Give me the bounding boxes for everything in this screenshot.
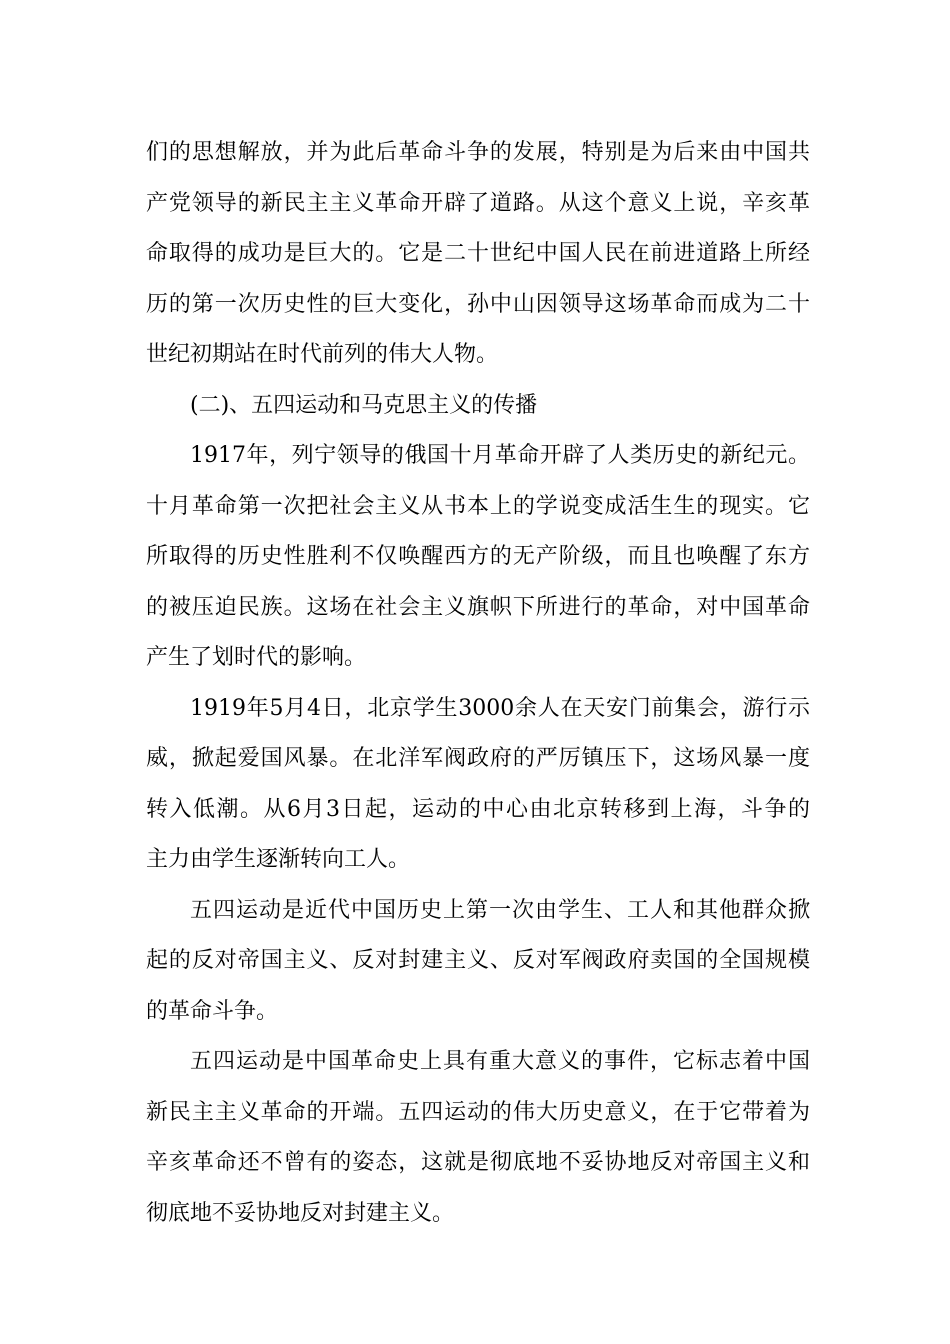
document-body (146, 128, 810, 1239)
paragraph (146, 684, 810, 886)
text-line: 主力由学生逐渐转向工人。 (146, 847, 411, 872)
text-line: 世纪初期站在时代前列的伟大人物。 (146, 342, 499, 367)
paragraph (146, 886, 810, 1038)
text-line: 五四运动是近代中国历史上第一次由学生、工人和其他群众掀 (190, 897, 810, 923)
text-line: 新民主主义革命的开端。五四运动的伟大历史意义，在于它带着为 (146, 1099, 810, 1125)
text-line: 产生了划时代的影响。 (146, 645, 367, 670)
text-line: 十月革命第一次把社会主义从书本上的学说变成活生生的现实。它 (146, 493, 810, 519)
text-line: 所取得的历史性胜利不仅唤醒西方的无产阶级，而且也唤醒了东方 (146, 544, 810, 569)
text-line: 命取得的成功是巨大的。它是二十世纪中国人民在前进道路上所经 (146, 241, 810, 266)
paragraph (146, 1037, 810, 1239)
text-line: 1919年5月4日，北京学生3000余人在天安门前集会，游行示 (190, 695, 810, 721)
text-line: 产党领导的新民主主义革命开辟了道路。从这个意义上说，辛亥革 (146, 190, 810, 216)
text-line: 转入低潮。从6月3日起，运动的中心由北京转移到上海，斗争的 (146, 796, 810, 822)
paragraph (146, 128, 810, 381)
text-line: 彻底地不妥协地反对封建主义。 (146, 1200, 455, 1226)
section-heading (146, 381, 810, 432)
text-line: 五四运动是中国革命史上具有重大意义的事件，它标志着中国 (190, 1049, 810, 1074)
text-line: 的革命斗争。 (146, 998, 279, 1024)
section-heading-text: (二)、五四运动和马克思主义的传播 (190, 392, 538, 418)
text-line: 起的反对帝国主义、反对封建主义、反对军阀政府卖国的全国规模 (146, 948, 810, 973)
paragraph (146, 431, 810, 684)
text-line: 辛亥革命还不曾有的姿态，这就是彻底地不妥协地反对帝国主义和 (146, 1150, 810, 1175)
text-line: 1917年，列宁领导的俄国十月革命开辟了人类历史的新纪元。 (190, 443, 810, 468)
text-line: 的被压迫民族。这场在社会主义旗帜下所进行的革命，对中国革命 (146, 594, 810, 620)
text-line: 威，掀起爱国风暴。在北洋军阀政府的严厉镇压下，这场风暴一度 (146, 746, 810, 771)
text-line: 们的思想解放，并为此后革命斗争的发展，特别是为后来由中国共 (146, 140, 810, 165)
text-line: 历的第一次历史性的巨大变化，孙中山因领导这场革命而成为二十 (146, 291, 810, 317)
